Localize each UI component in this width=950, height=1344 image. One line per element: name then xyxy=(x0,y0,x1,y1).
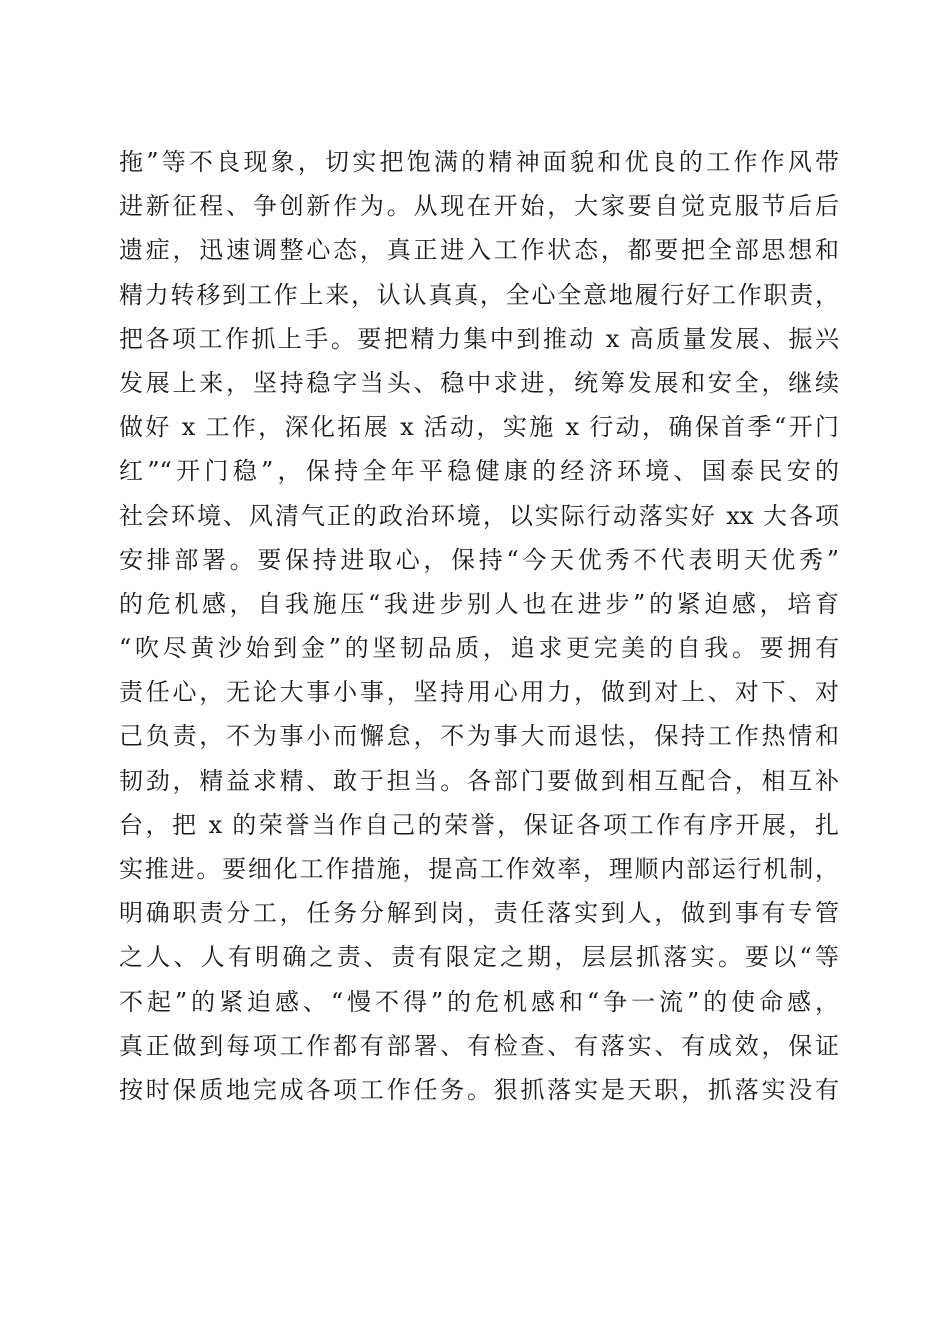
text-line: 精力转移到工作上来，认认真真，全心全意地履行好工作职责， xyxy=(119,280,839,309)
text-line: 社会环境、风清气正的政治环境，以实际行动落实好 xx 大各项 xyxy=(119,501,839,530)
text-line: 责任心，无论大事小事，坚持用心用力，做到对上、对下、对 xyxy=(119,678,839,707)
text-line: 之人、人有明确之责、责有限定之期，层层抓落实。要以“等 xyxy=(119,943,839,972)
text-line: 明确职责分工，任务分解到岗，责任落实到人，做到事有专管 xyxy=(119,899,839,928)
text-line: 的危机感，自我施压“我进步别人也在进步”的紧迫感，培育 xyxy=(119,589,839,618)
body-paragraph xyxy=(119,140,839,1112)
text-line: 把各项工作抓上手。要把精力集中到推动 x 高质量发展、振兴 xyxy=(119,324,839,353)
text-line: 按时保质地完成各项工作任务。狠抓落实是天职，抓落实没有 xyxy=(119,1075,839,1104)
text-line: “吹尽黄沙始到金”的坚韧品质，追求更完美的自我。要拥有 xyxy=(119,634,839,663)
text-line: 拖”等不良现象，切实把饱满的精神面貌和优良的工作作风带 xyxy=(119,148,839,176)
text-line: 进新征程、争创新作为。从现在开始，大家要自觉克服节后后 xyxy=(119,192,839,221)
text-line: 台，把 x 的荣誉当作自己的荣誉，保证各项工作有序开展，扎 xyxy=(119,810,839,839)
text-line: 安排部署。要保持进取心，保持“今天优秀不代表明天优秀” xyxy=(119,545,839,574)
text-line: 遗症，迅速调整心态，真正进入工作状态，都要把全部思想和 xyxy=(119,236,839,265)
text-line: 真正做到每项工作都有部署、有检查、有落实、有成效，保证 xyxy=(119,1031,839,1060)
text-line: 韧劲，精益求精、敢于担当。各部门要做到相互配合，相互补 xyxy=(119,766,839,795)
text-line: 红”“开门稳”，保持全年平稳健康的经济环境、国泰民安的 xyxy=(119,457,839,486)
text-line: 不起”的紧迫感、“慢不得”的危机感和“争一流”的使命感， xyxy=(119,987,839,1016)
text-line: 实推进。要细化工作措施，提高工作效率，理顺内部运行机制， xyxy=(119,855,839,883)
text-line: 做好 x 工作，深化拓展 x 活动，实施 x 行动，确保首季“开门 xyxy=(119,413,839,442)
text-line: 己负责，不为事小而懈怠，不为事大而退怯，保持工作热情和 xyxy=(119,722,839,751)
text-line: 发展上来，坚持稳字当头、稳中求进，统筹发展和安全，继续 xyxy=(119,368,839,397)
